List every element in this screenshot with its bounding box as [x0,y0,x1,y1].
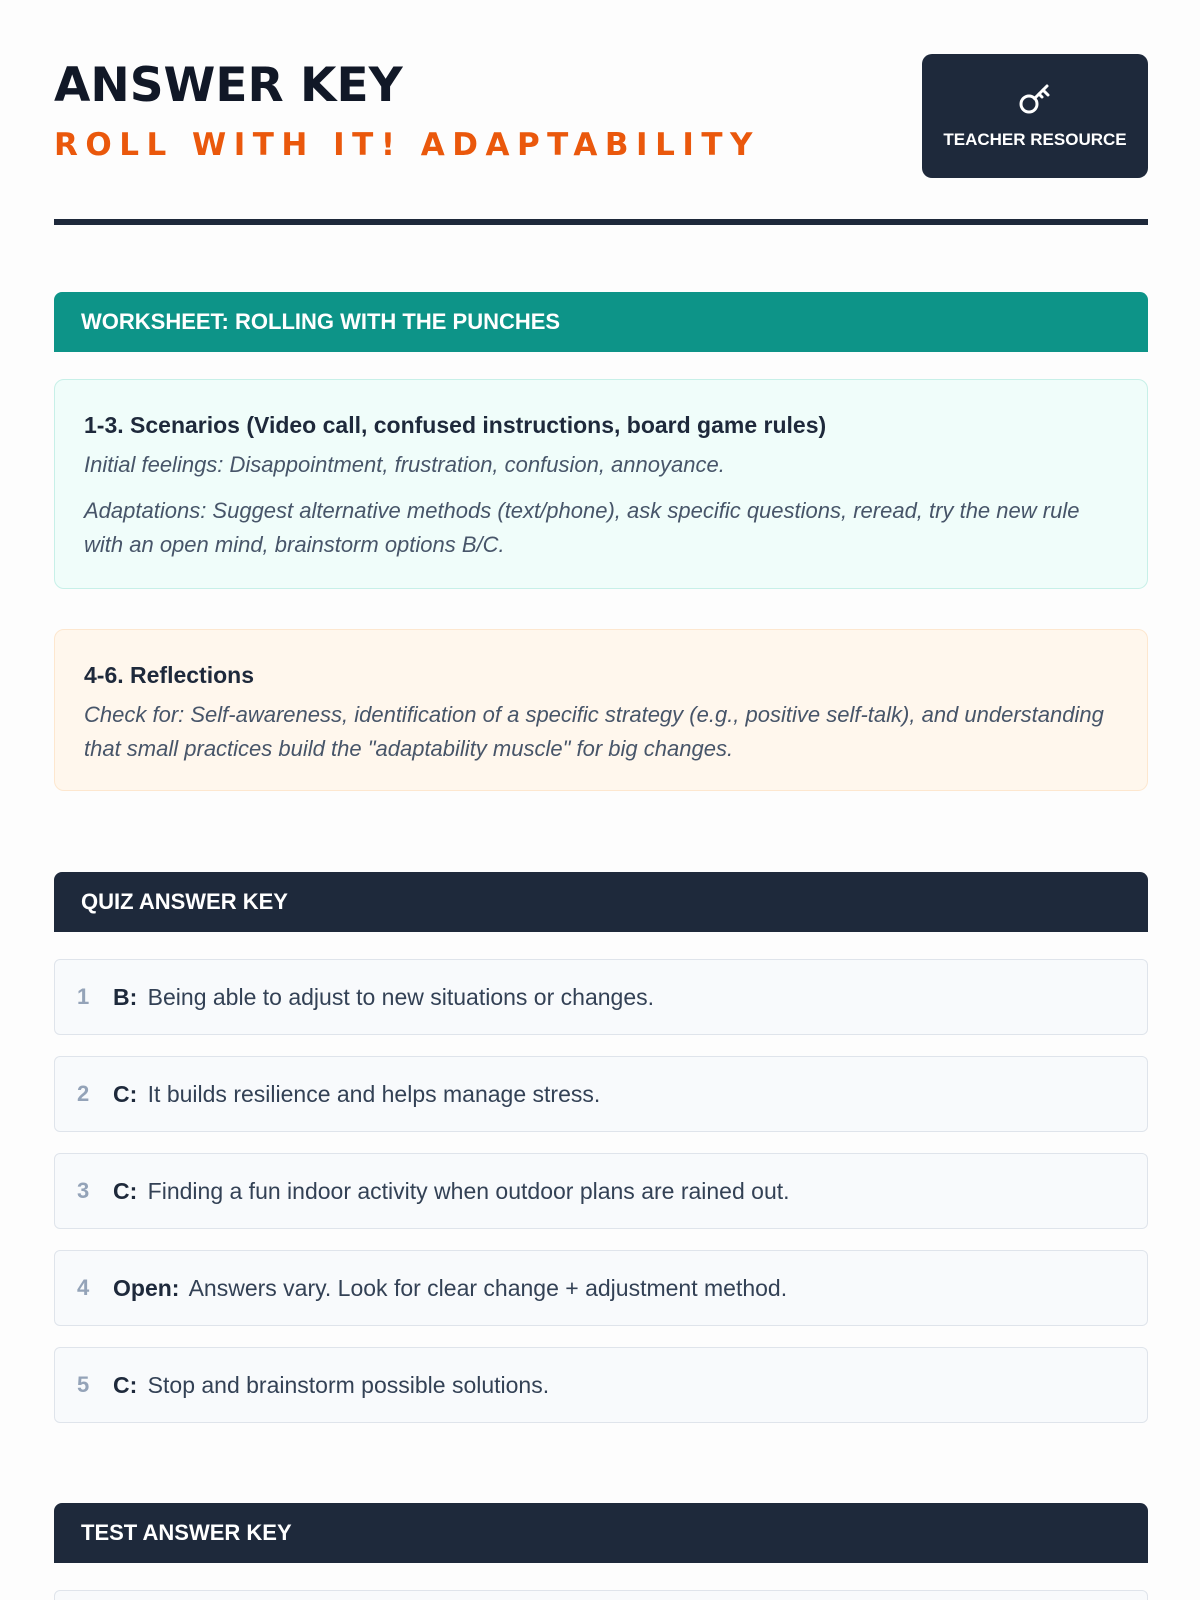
header-divider [54,219,1148,225]
worksheet-heading: WORKSHEET: ROLLING WITH THE PUNCHES [54,292,1148,352]
answer-text [113,1251,787,1325]
key-icon [1017,80,1055,118]
page-subtitle: ROLL WITH IT! ADAPTABILITY [54,127,760,163]
page-header [54,0,1148,226]
answer-text [113,1057,600,1131]
scenarios-card [54,379,1148,589]
scenarios-adaptations: Adaptations: Suggest alternative methods (text/phone), ask specific questions, reread, try the new rule with an open mind, brainstorm options B/C. [84,498,1080,557]
scenarios-feelings: Initial feelings: Disappointment, frustration, confusion, annoyance. [84,452,725,477]
answer-text [113,1154,790,1228]
answer-key: C: [113,1372,138,1398]
scenarios-title: 1-3. Scenarios (Video call, confused instructions, board game rules) [84,412,827,438]
quiz-answer-row [54,1250,1148,1326]
answer-number: 4 [77,1275,90,1300]
answer-text [113,1348,549,1422]
answer-body: Being able to adjust to new situations or changes. [147,984,654,1010]
page-title: ANSWER KEY [54,58,403,113]
badge-label: TEACHER RESOURCE [943,130,1127,149]
answer-text [113,960,654,1034]
answer-body: Stop and brainstorm possible solutions. [147,1372,550,1398]
answer-key-page [54,0,1148,1545]
quiz-heading: QUIZ ANSWER KEY [54,872,1148,932]
reflections-title: 4-6. Reflections [84,662,254,688]
answer-number: 3 [77,1178,90,1203]
reflections-card [54,629,1148,791]
answer-body: Answers vary. Look for clear change + adjustment method. [188,1275,788,1301]
quiz-answer-row [54,1153,1148,1229]
test-answer-row [54,1590,1148,1600]
quiz-answer-row [54,959,1148,1035]
reflections-check: Check for: Self-awareness, identification of a specific strategy (e.g., positive self-talk), and understanding that small practices build the "adaptability muscle" for big changes. [84,702,1104,761]
test-heading: TEST ANSWER KEY [54,1503,1148,1563]
answer-key: C: [113,1081,138,1107]
answer-key: C: [113,1178,138,1204]
quiz-answer-row [54,1056,1148,1132]
answer-body: It builds resilience and helps manage stress. [147,1081,601,1107]
answer-key: B: [113,984,138,1010]
answer-number: 1 [77,984,90,1009]
answer-number: 5 [77,1372,90,1397]
quiz-answer-row [54,1347,1148,1423]
teacher-resource-badge [922,54,1148,178]
answer-body: Finding a fun indoor activity when outdoor plans are rained out. [147,1178,790,1204]
answer-number: 2 [77,1081,90,1106]
answer-key: Open: [113,1275,180,1301]
